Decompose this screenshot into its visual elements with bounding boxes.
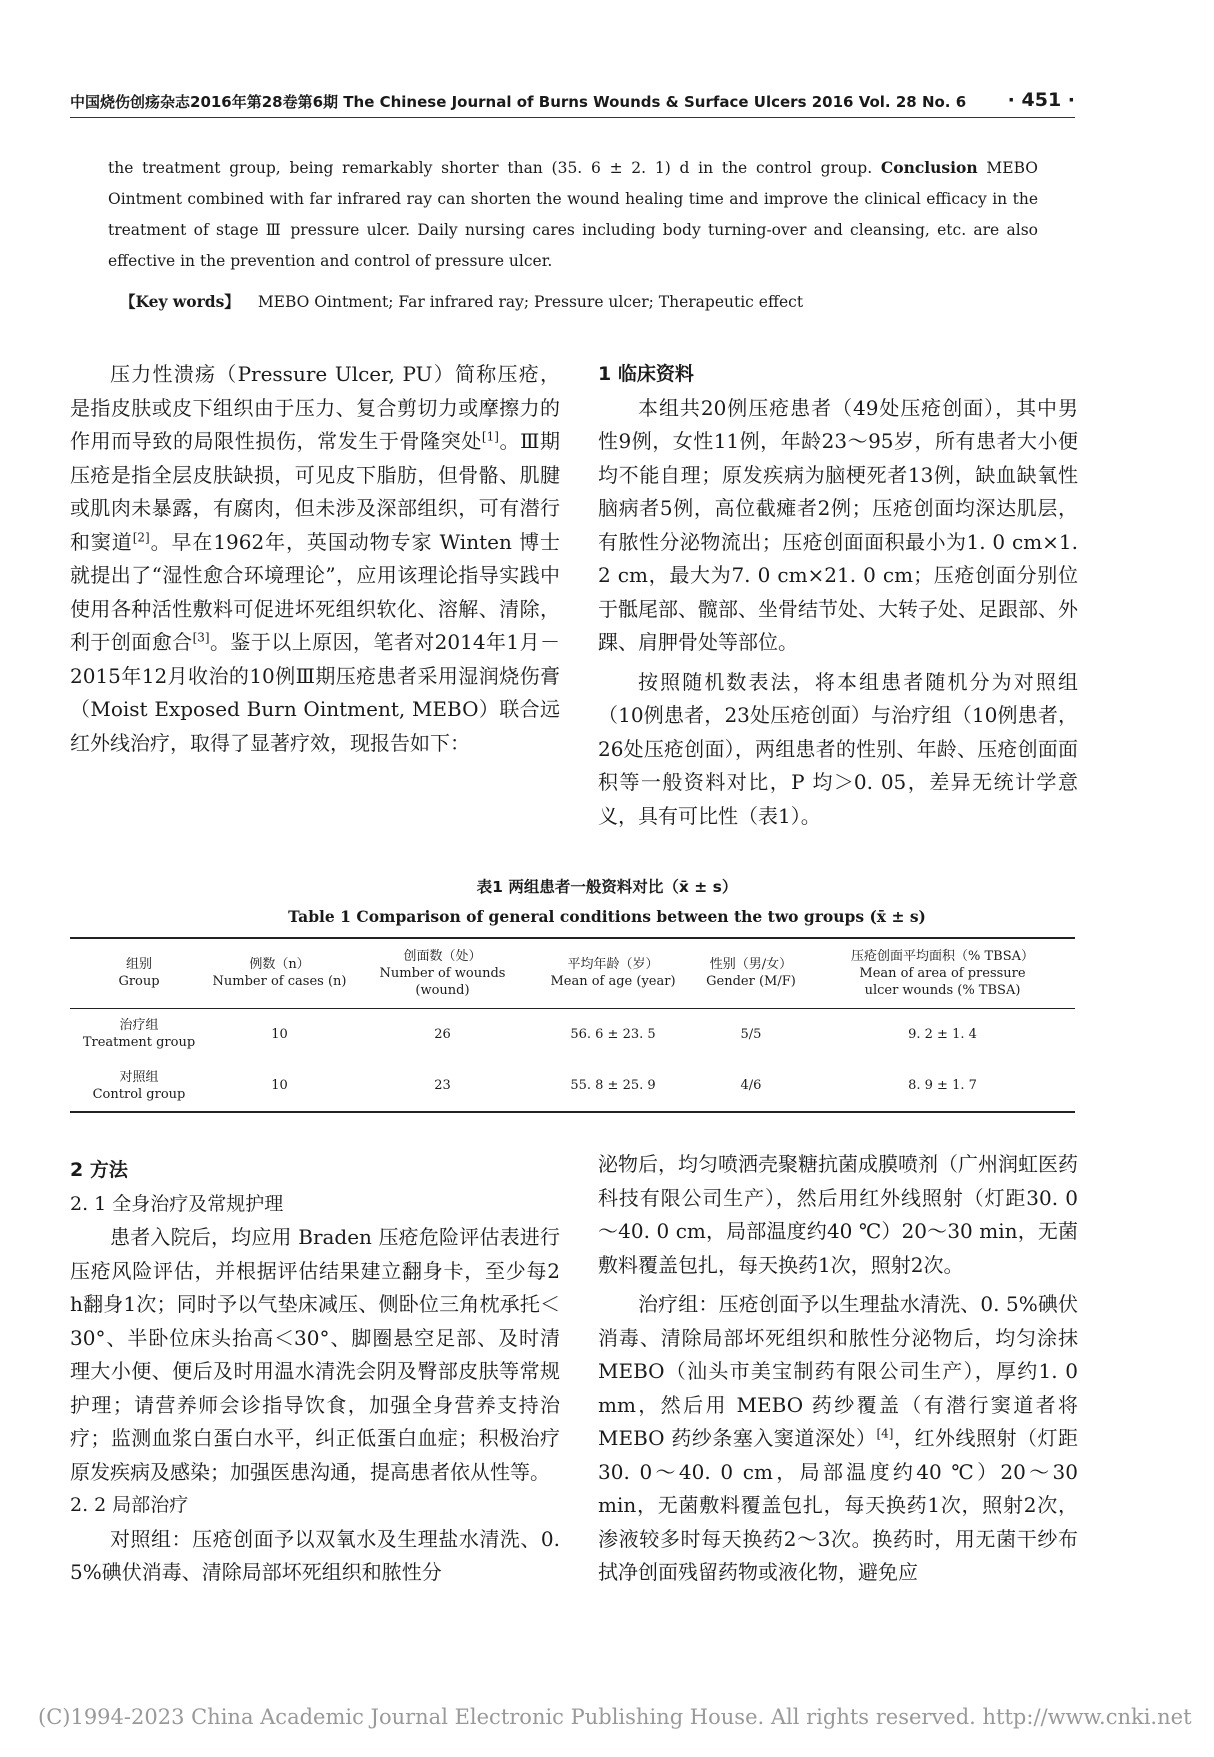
cell-cases: 10 [271,1026,288,1042]
general-conditions-table [70,937,1075,1113]
col-gender: 性别（男/女） Gender (M/F) [706,957,796,990]
intro-text-a: 压力性溃疡（Pressure Ulcer, PU）简称压疮，是指皮肤或皮下组织由于压力、复合剪切力或摩擦力的作用而导致的局限性损伤，常发生于骨隆突处 [70,362,560,453]
col-wounds: 创面数（处） Number of wounds (wound) [379,948,506,998]
citation-3: [3] [192,630,210,645]
section2-heading: 2 方法 [70,1159,128,1181]
table-caption-cn: 表1 两组患者一般资料对比（x̄ ± s） [476,878,738,896]
abstract-part1: the treatment group, being remarkably shorter than (35. 6 ± 2. 1) d in the control group. [108,159,873,177]
table-row [70,1008,1075,1060]
intro-paragraph [70,358,560,760]
abstract-continuation [108,152,1038,277]
citation-1: [1] [481,429,499,444]
cell-age: 56. 6 ± 23. 5 [570,1026,656,1042]
section1-paragraph-2: 按照随机数表法，将本组患者随机分为对照组（10例患者，23处压疮创面）与治疗组（10例患者，26处压疮创面），两组患者的性别、年龄、压疮创面面积等一般资料对比，P 均＞0. 05，差异无统计学意义，具有可比性（表1）。 [598,669,1078,828]
intro-text-b: 。Ⅲ期压疮是指全层皮肤缺损，可见皮下脂肪，但骨骼、肌腱或肌肉未暴露，有腐肉，但未涉及深部组织，可有潜行和窦道 [70,429,560,554]
keywords-label: 【Key words】 [120,292,240,311]
col-group: 组别 Group [118,957,160,990]
section1-heading: 1 临床资料 [598,363,694,385]
cell-gender: 5/5 [740,1026,762,1042]
cell-gender: 4/6 [740,1078,762,1093]
cell-cases: 10 [271,1078,288,1093]
treatment-text-a: 治疗组：压疮创面予以生理盐水清洗、0. 5%碘伏消毒、清除局部坏死组织和脓性分泌物后，均匀涂抹 MEBO（汕头市美宝制药有限公司生产），厚约1. 0 mm，然后用 MEBO 药纱覆盖（有潜行窦道者将 MEBO 药纱条塞入窦道深处） [598,1292,1078,1450]
col-cases: 例数（n） Number of cases (n) [212,957,347,990]
subsection-2-2-heading: 2. 2 局部治疗 [70,1494,189,1516]
cell-wounds: 26 [434,1026,451,1042]
table-caption-en: Table 1 Comparison of general conditions between the two groups (x̄ ± s) [288,907,926,926]
cell-area: 9. 2 ± 1. 4 [908,1026,977,1042]
col-age: 平均年龄（岁） Mean of age (year) [550,957,676,990]
page-number: · 451 · [1007,89,1075,111]
copyright-footer: (C)1994-2023 China Academic Journal Electronic Publishing House. All rights reserved. http://www.cnki.net [38,1705,1192,1729]
subsection-2-1-heading: 2. 1 全身治疗及常规护理 [70,1192,284,1215]
header-rule [70,117,1075,118]
treatment-text-b: ，红外线照射（灯距30. 0～40. 0 cm，局部温度约40 ℃）20～30 min，无菌敷料覆盖包扎，每天换药1次，照射2次，渗液较多时每天换药2～3次。换药时，用无菌干纱布拭净创面残留药物或液化物，避免应 [598,1426,1078,1584]
table-row [70,1060,1075,1112]
cell-area: 8. 9 ± 1. 7 [908,1078,977,1093]
keywords-text: MEBO Ointment; Far infrared ray; Pressure ulcer; Therapeutic effect [257,293,804,311]
control-group-paragraph-cont: 泌物后，均匀喷洒壳聚糖抗菌成膜喷剂（广州润虹医药科技有限公司生产），然后用红外线照射（灯距30. 0～40. 0 cm，局部温度约40 ℃）20～30 min，无菌敷料覆盖包扎，每天换药1次，照射2次。 [598,1152,1078,1277]
citation-4: [4] [876,1426,894,1441]
citation-2: [2] [132,529,150,544]
keywords [120,290,1020,312]
table-header-row [70,938,1075,1008]
section1-paragraph-1: 本组共20例压疮患者（49处压疮创面），其中男性9例，女性11例，年龄23～95岁，所有患者大小便均不能自理；原发疾病为脑梗死者13例，缺血缺氧性脑病者5例，高位截瘫者2例；压疮创面均深达肌层，有脓性分泌物流出；压疮创面面积最小为1. 0 cm×1. 2 cm，最大为7. 0 cm×21. 0 cm；压疮创面分别位于骶尾部、髋部、坐骨结节处、大转子处、足跟部、外踝、肩胛骨处等部位。 [598,395,1078,654]
journal-citation: 中国烧伤创疡杂志2016年第28卷第6期 The Chinese Journal of Burns Wounds & Surface Ulcers 2016 Vol. 28 No. 6 [70,93,967,111]
cell-group: 治疗组 Treatment group [82,1018,196,1051]
conclusion-label: Conclusion [880,158,978,177]
subsection-2-1-paragraph: 患者入院后，均应用 Braden 压疮危险评估表进行压疮风险评估，并根据评估结果建立翻身卡，至少每2 h翻身1次；同时予以气垫床减压、侧卧位三角枕承托＜30°、半卧位床头抬高＜30°、脚圈悬空足部、及时清理大小便、便后及时用温水清洗会阴及臀部皮肤等常规护理；请营养师会诊指导饮食，加强全身营养支持治疗；监测血浆白蛋白水平，纠正低蛋白血症；积极治疗原发疾病及感染；加强医患沟通，提高患者依从性等。 [70,1225,560,1484]
abstract-part2: MEBO Ointment combined with far infrared ray can shorten the wound healing time and improve the clinical efficacy in the treatment of stage Ⅲ pressure ulcer. Daily nursing cares including body turning-over and cleansing, etc. are also effective in the prevention and control of pressure ulcer. [108,159,1038,270]
control-group-paragraph: 对照组：压疮创面予以双氧水及生理盐水清洗、0. 5%碘伏消毒、清除局部坏死组织和脓性分 [70,1526,560,1584]
intro-text-d: 。鉴于以上原因，笔者对2014年1月－2015年12月收治的10例Ⅲ期压疮患者采用湿润烧伤膏（Moist Exposed Burn Ointment, MEBO）联合远红外线治疗，取得了显著疗效，现报告如下： [70,630,561,755]
cell-group: 对照组 Control group [92,1069,186,1102]
col-area: 压疮创面平均面积（% TBSA） Mean of area of pressure ulcer wounds (% TBSA) [850,948,1034,998]
clinical-data-column [598,358,1078,833]
methods-column [70,1154,560,1590]
treatment-group-paragraph [598,1288,1078,1590]
methods-column-right [598,1148,1078,1590]
cell-age: 55. 8 ± 25. 9 [570,1078,656,1093]
intro-column [70,358,560,760]
intro-text-c: 。早在1962年，英国动物专家 Winten 博士就提出了“湿性愈合环境理论”，应用该理论指导实践中使用各种活性敷料可促进坏死组织软化、溶解、清除，利于创面愈合 [70,529,561,654]
cell-wounds: 23 [434,1078,451,1093]
